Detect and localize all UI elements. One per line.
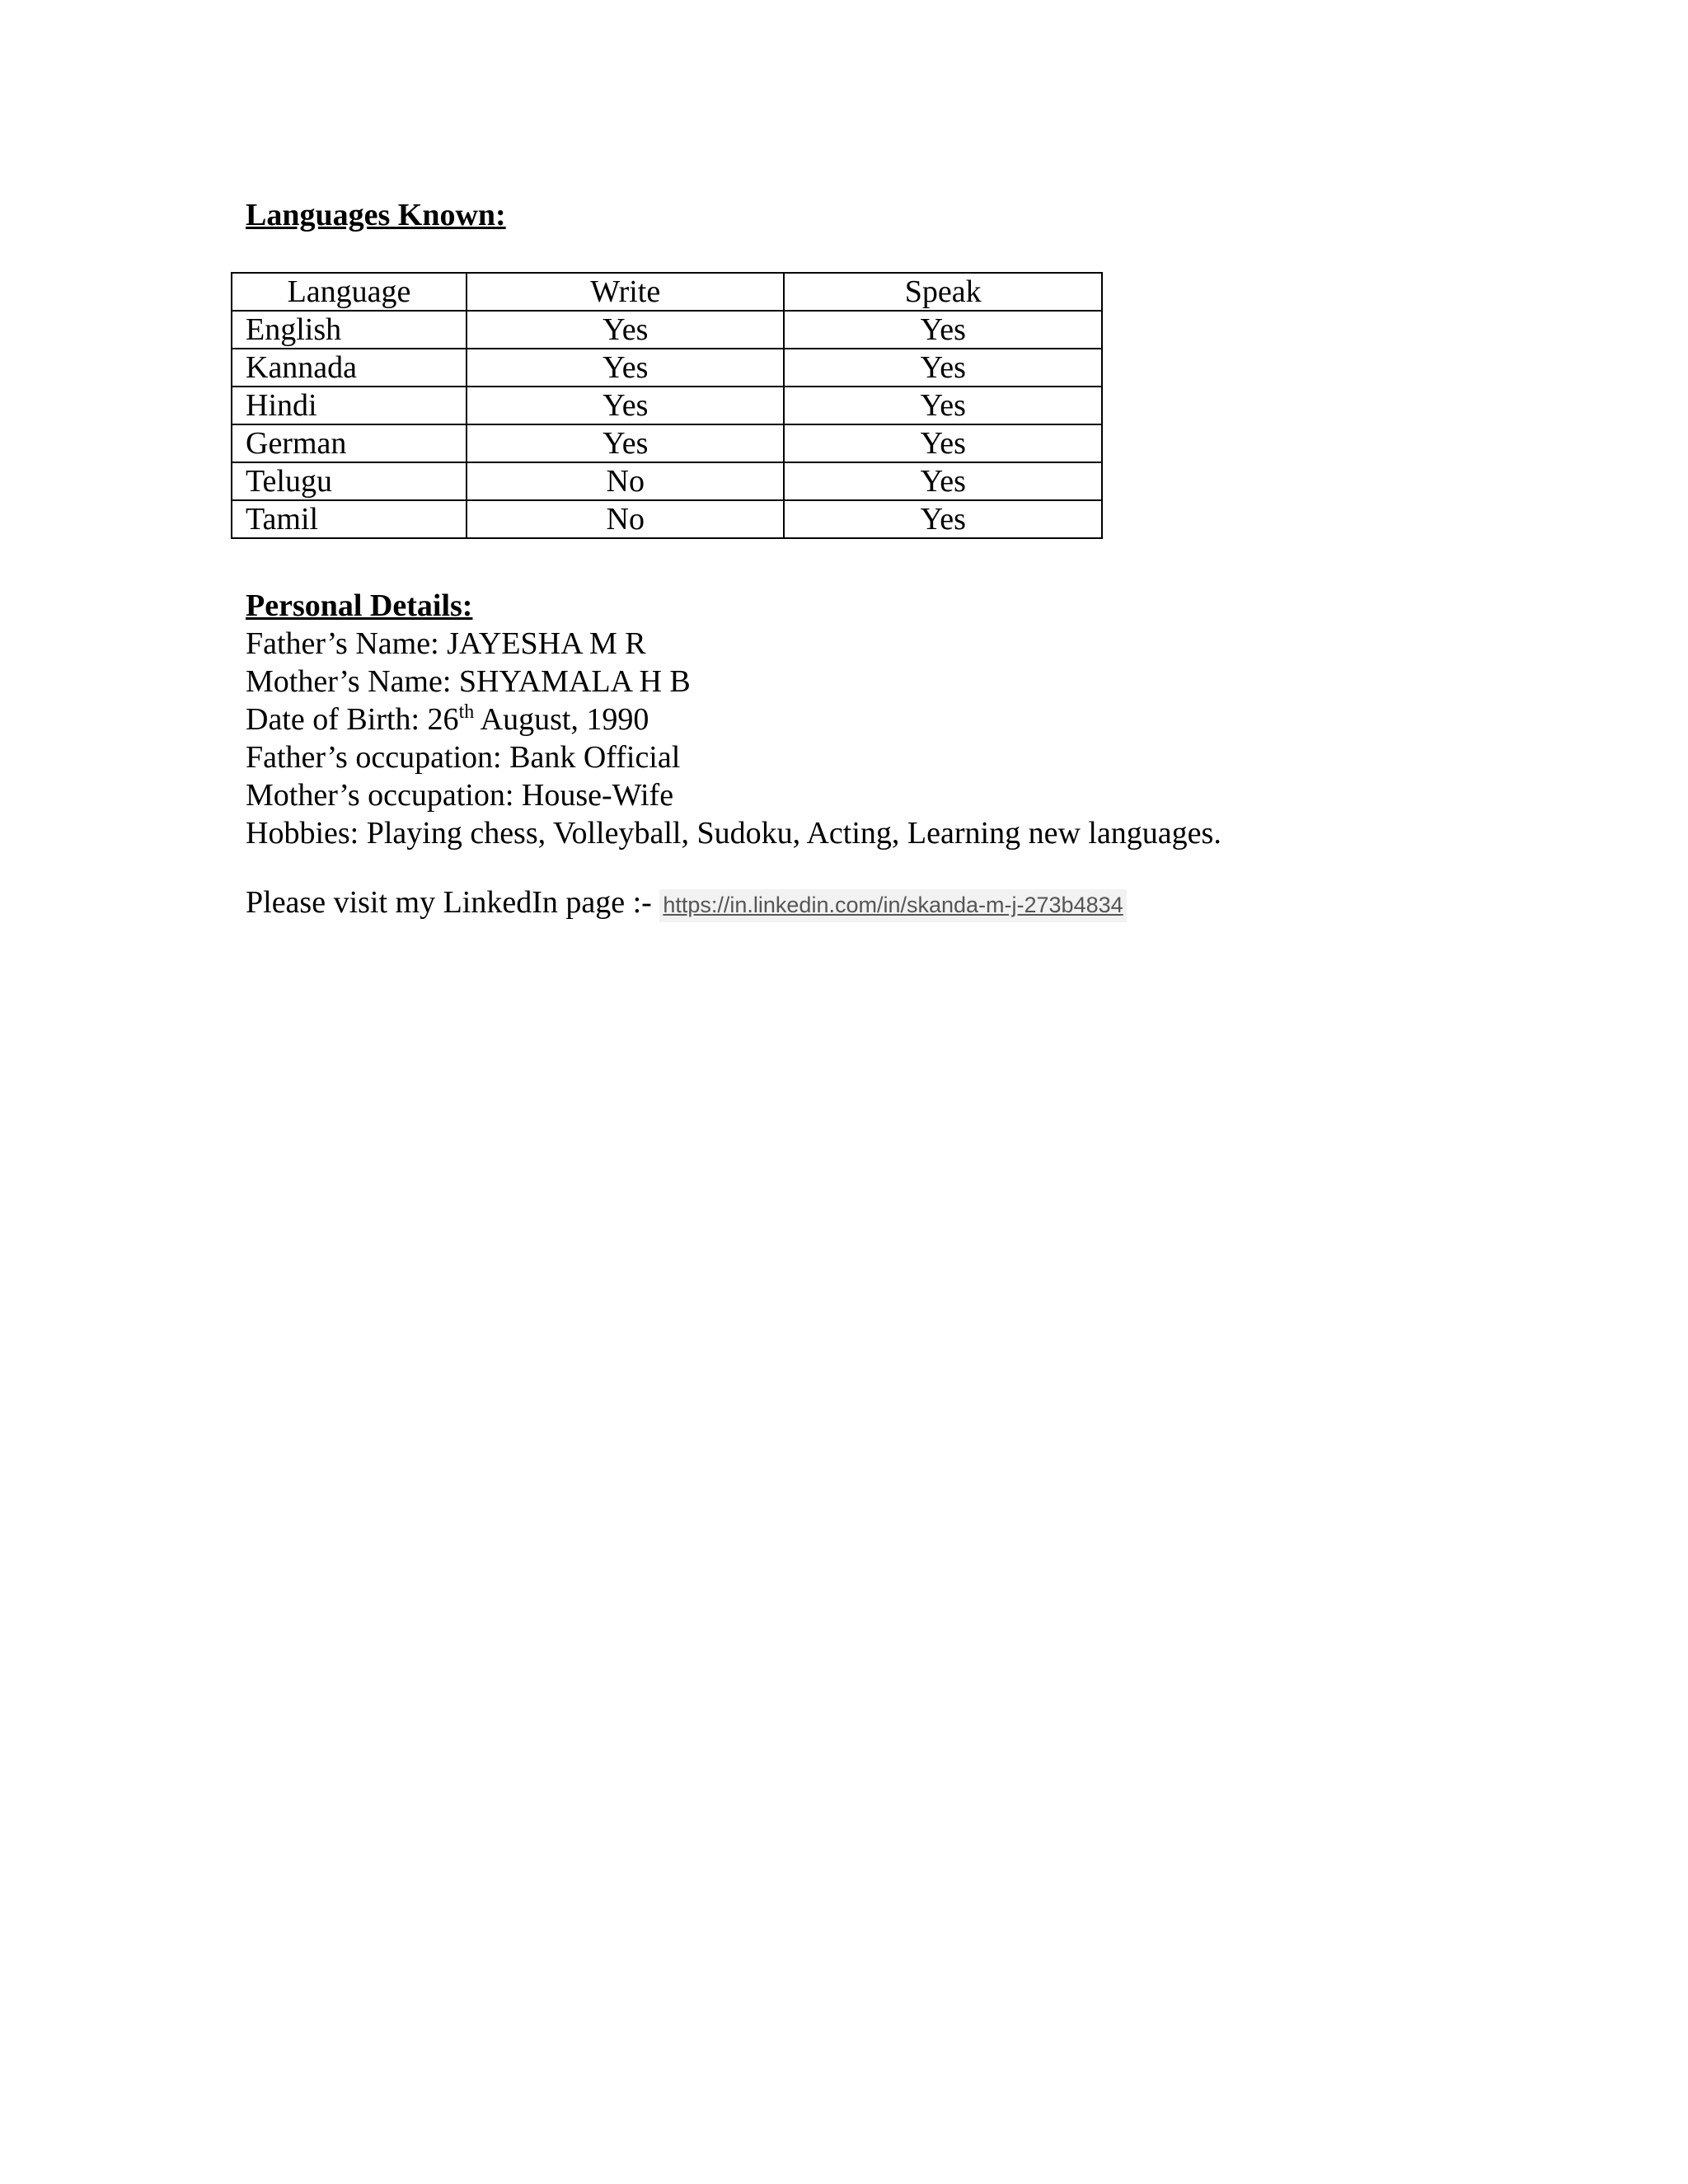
personal-details-heading: Personal Details:	[246, 588, 473, 623]
date-of-birth	[246, 701, 1221, 738]
speak-cell: Yes	[784, 387, 1102, 424]
speak-cell: Yes	[784, 349, 1102, 387]
language-cell: Hindi	[232, 387, 467, 424]
write-cell: Yes	[467, 311, 784, 349]
speak-cell: Yes	[784, 500, 1102, 538]
write-cell: Yes	[467, 387, 784, 424]
write-cell: Yes	[467, 424, 784, 462]
language-cell: English	[232, 311, 467, 349]
fathers-name: Father’s Name: JAYESHA M R	[246, 626, 646, 661]
table-row	[232, 500, 1102, 538]
table-row	[232, 387, 1102, 424]
language-cell: Telugu	[232, 462, 467, 500]
speak-cell: Yes	[784, 311, 1102, 349]
speak-cell: Yes	[784, 462, 1102, 500]
linkedin-prefix: Please visit my LinkedIn page :-	[246, 885, 660, 920]
column-header-speak: Speak	[784, 273, 1102, 311]
hobbies: Hobbies: Playing chess, Volleyball, Sudoku, Acting, Learning new languages.	[246, 816, 1221, 851]
write-cell: No	[467, 500, 784, 538]
dob-ordinal-suffix: th	[458, 701, 475, 723]
fathers-occupation: Father’s occupation: Bank Official	[246, 740, 681, 775]
dob-prefix: Date of Birth: 26	[246, 702, 459, 737]
write-cell: No	[467, 462, 784, 500]
dob-suffix: August, 1990	[474, 702, 649, 737]
table-row	[232, 311, 1102, 349]
languages-known-heading: Languages Known:	[246, 198, 506, 232]
mothers-occupation: Mother’s occupation: House-Wife	[246, 778, 674, 813]
languages-table	[231, 272, 1103, 539]
linkedin-line	[246, 883, 1127, 924]
personal-details-block	[246, 625, 1221, 852]
table-row	[232, 424, 1102, 462]
speak-cell: Yes	[784, 424, 1102, 462]
language-cell: Tamil	[232, 500, 467, 538]
language-cell: German	[232, 424, 467, 462]
table-row	[232, 462, 1102, 500]
column-header-write: Write	[467, 273, 784, 311]
table-header-row	[232, 273, 1102, 311]
table-row	[232, 349, 1102, 387]
language-cell: Kannada	[232, 349, 467, 387]
write-cell: Yes	[467, 349, 784, 387]
column-header-language: Language	[232, 273, 467, 311]
linkedin-link[interactable]: https://in.linkedin.com/in/skanda-m-j-273b4834	[659, 889, 1126, 922]
mothers-name: Mother’s Name: SHYAMALA H B	[246, 664, 691, 699]
